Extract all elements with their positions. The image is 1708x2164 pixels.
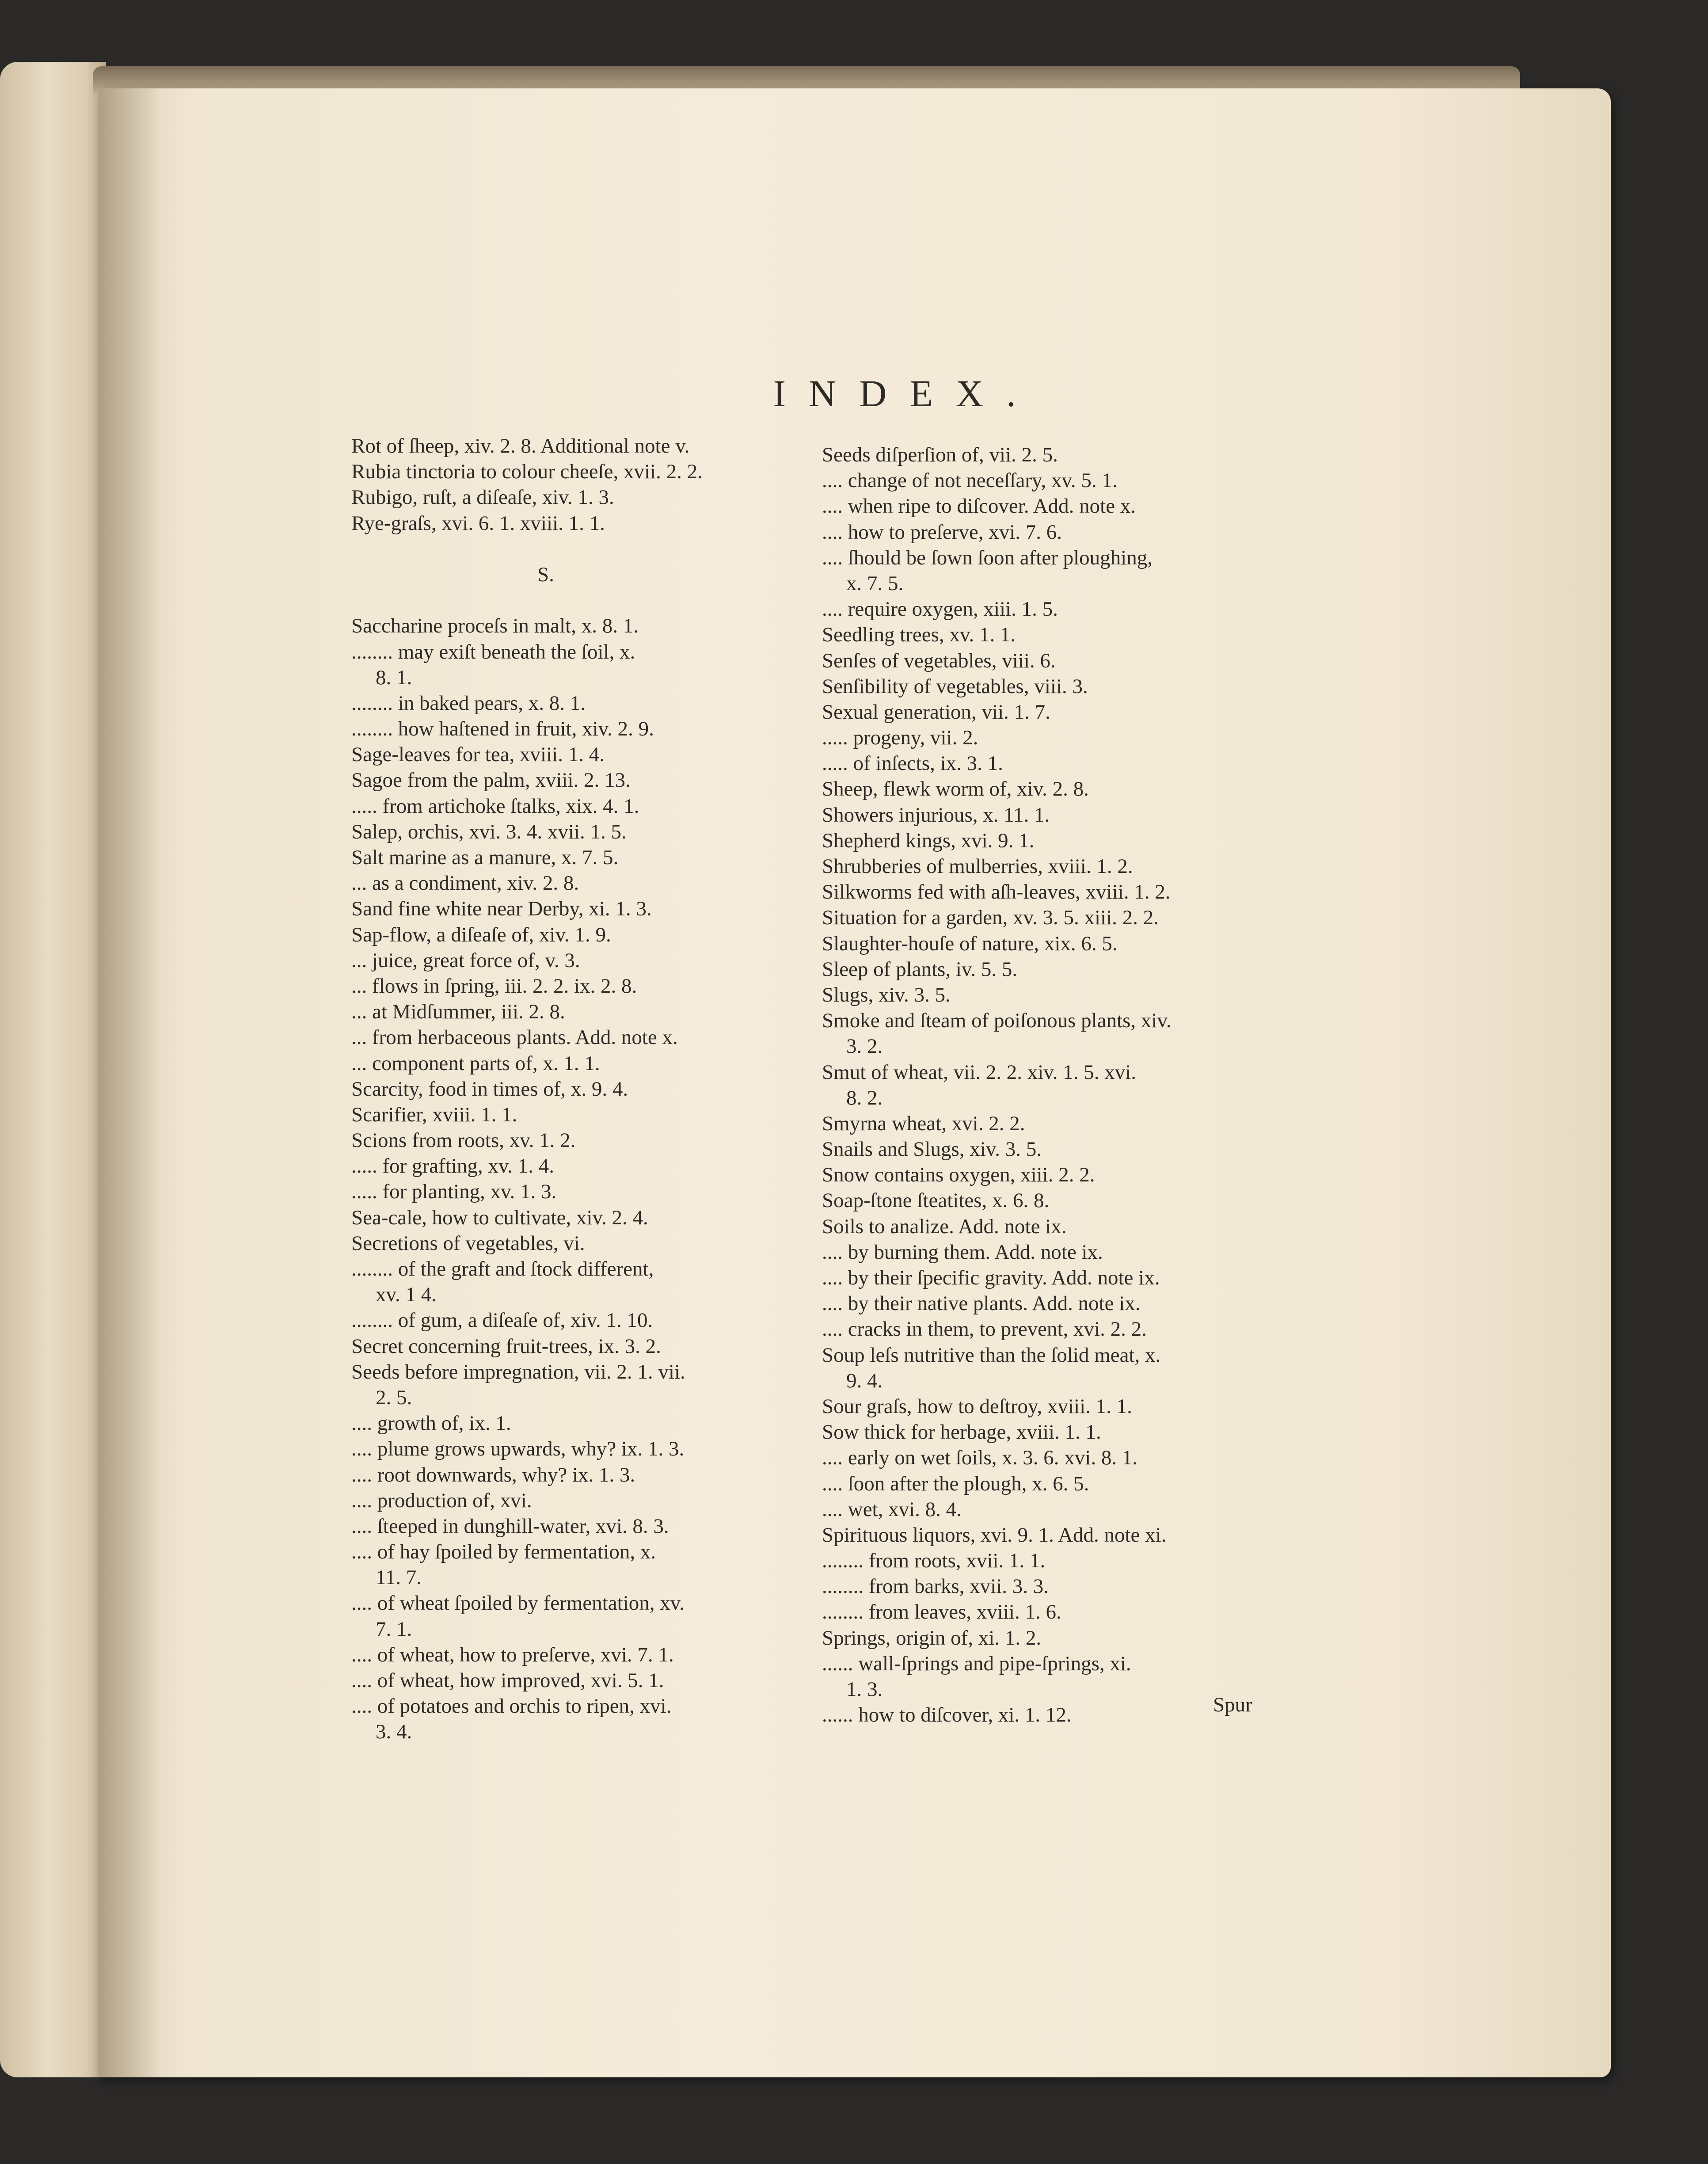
index-entry: .... of wheat, how improved, xvi. 5. 1. xyxy=(351,1669,664,1692)
index-entry: Silkworms fed with aſh-leaves, xviii. 1. 2. xyxy=(822,880,1171,904)
index-entry: .... growth of, ix. 1. xyxy=(351,1412,511,1435)
index-entry: Spirituous liquors, xvi. 9. 1. Add. note xi. xyxy=(822,1523,1167,1547)
index-entry: ........ from leaves, xviii. 1. 6. xyxy=(822,1600,1061,1624)
index-entry: Soup leſs nutritive than the ſolid meat, x. xyxy=(822,1343,1161,1367)
index-entry: Salt marine as a manure, x. 7. 5. xyxy=(351,846,619,869)
index-entry: Smut of wheat, vii. 2. 2. xiv. 1. 5. xvi. xyxy=(822,1060,1137,1084)
index-entry: Rot of ſheep, xiv. 2. 8. Additional note v. xyxy=(351,434,690,457)
index-entry: Shepherd kings, xvi. 9. 1. xyxy=(822,829,1035,852)
index-entry: Soils to analize. Add. note ix. xyxy=(822,1215,1067,1238)
index-entry: Senſibility of vegetables, viii. 3. xyxy=(822,674,1088,698)
index-entry: ..... of inſects, ix. 3. 1. xyxy=(822,752,1003,775)
blank-line xyxy=(351,587,793,613)
book-left-page-edge xyxy=(0,62,106,2077)
catchword: Spur xyxy=(1213,1693,1252,1716)
index-entry: .... how to preſerve, xvi. 7. 6. xyxy=(822,520,1062,544)
index-entry: .... change of not neceſſary, xv. 5. 1. xyxy=(822,469,1118,492)
index-entry: .... root downwards, why? ix. 1. 3. xyxy=(351,1463,635,1486)
section-heading: S. xyxy=(537,563,554,586)
index-entry: Sea-cale, how to cultivate, xiv. 2. 4. xyxy=(351,1206,648,1229)
index-entry: ... flows in ſpring, iii. 2. 2. ix. 2. 8. xyxy=(351,974,637,998)
gutter-shadow xyxy=(99,88,161,2077)
index-entry: .... by their ſpecific gravity. Add. note ix. xyxy=(822,1266,1160,1289)
index-entry: .... of potatoes and orchis to ripen, xvi. xyxy=(351,1695,672,1718)
index-entry: ........ may exiſt beneath the ſoil, x. xyxy=(351,640,635,663)
index-entry: Seeds before impregnation, vii. 2. 1. vii. xyxy=(351,1360,685,1383)
index-entry: .... of wheat, how to preſerve, xvi. 7. 1. xyxy=(351,1643,674,1666)
index-entry: .... early on wet ſoils, x. 3. 6. xvi. 8. 1. xyxy=(822,1446,1138,1470)
index-entry: Senſes of vegetables, viii. 6. xyxy=(822,649,1056,672)
index-entry: ........ from barks, xvii. 3. 3. xyxy=(822,1575,1049,1598)
page-title: INDEX. xyxy=(773,372,1039,415)
index-entry: .... plume grows upwards, why? ix. 1. 3. xyxy=(351,1437,685,1461)
index-entry: Springs, origin of, xi. 1. 2. xyxy=(822,1626,1042,1650)
index-entry: Scarcity, food in times of, x. 9. 4. xyxy=(351,1077,628,1101)
index-entry: Sow thick for herbage, xviii. 1. 1. xyxy=(822,1421,1101,1444)
index-entry-continuation: 8. 1. xyxy=(376,666,412,689)
index-entry: ..... progeny, vii. 2. xyxy=(822,726,978,750)
index-entry: Salep, orchis, xvi. 3. 4. xvii. 1. 5. xyxy=(351,820,627,843)
index-entry: ........ in baked pears, x. 8. 1. xyxy=(351,691,586,715)
index-entry: ........ how haſtened in fruit, xiv. 2. 9. xyxy=(351,717,654,741)
index-entry-continuation: 3. 4. xyxy=(376,1720,412,1744)
index-entry: .... when ripe to diſcover. Add. note x. xyxy=(822,495,1136,518)
index-entry: .... cracks in them, to prevent, xvi. 2. 2. xyxy=(822,1318,1147,1341)
index-entry: Sleep of plants, iv. 5. 5. xyxy=(822,957,1018,981)
index-entry: Smyrna wheat, xvi. 2. 2. xyxy=(822,1112,1025,1135)
index-entry: .... of hay ſpoiled by fermentation, x. xyxy=(351,1540,656,1564)
index-entry: Sagoe from the palm, xviii. 2. 13. xyxy=(351,769,631,792)
index-entry: ........ of the graft and ſtock different, xyxy=(351,1257,654,1280)
index-entry: .... ſteeped in dunghill-water, xvi. 8. 3. xyxy=(351,1514,669,1538)
index-entry: Sand fine white near Derby, xi. 1. 3. xyxy=(351,897,652,921)
index-entry: .... wet, xvi. 8. 4. xyxy=(822,1497,962,1521)
index-entry: .... of wheat ſpoiled by fermentation, xv. xyxy=(351,1592,685,1615)
index-entry: Secretions of vegetables, vi. xyxy=(351,1231,585,1255)
index-column-left xyxy=(351,433,793,1745)
index-entry: ...... how to diſcover, xi. 1. 12. xyxy=(822,1703,1072,1727)
index-entry: Rubigo, ruſt, a diſeaſe, xiv. 1. 3. xyxy=(351,486,614,509)
index-entry: Seeds diſperſion of, vii. 2. 5. xyxy=(822,443,1058,466)
index-entry: Showers injurious, x. 11. 1. xyxy=(822,803,1050,827)
index-entry-continuation: 1. 3. xyxy=(846,1678,883,1701)
index-entry-continuation: 11. 7. xyxy=(376,1566,422,1589)
index-entry: .... by burning them. Add. note ix. xyxy=(822,1240,1103,1264)
index-entry: Sage-leaves for tea, xviii. 1. 4. xyxy=(351,743,605,766)
index-entry: ... as a condiment, xiv. 2. 8. xyxy=(351,872,579,895)
index-entry: Sheep, flewk worm of, xiv. 2. 8. xyxy=(822,777,1089,801)
index-entry: Sexual generation, vii. 1. 7. xyxy=(822,700,1050,724)
index-entry: Snow contains oxygen, xiii. 2. 2. xyxy=(822,1163,1095,1187)
index-entry: Snails and Slugs, xiv. 3. 5. xyxy=(822,1138,1042,1161)
index-entry: Slugs, xiv. 3. 5. xyxy=(822,983,951,1006)
index-entry: Scions from roots, xv. 1. 2. xyxy=(351,1129,576,1152)
index-entry: .... ſhould be ſown ſoon after ploughing, xyxy=(822,546,1153,569)
index-entry: Smoke and ſteam of poiſonous plants, xiv. xyxy=(822,1009,1172,1032)
index-entry: Sap-flow, a diſeaſe of, xiv. 1. 9. xyxy=(351,923,611,946)
index-entry-continuation: 7. 1. xyxy=(376,1617,412,1641)
index-entry: Soap-ſtone ſteatites, x. 6. 8. xyxy=(822,1189,1050,1212)
index-entry: Shrubberies of mulberries, xviii. 1. 2. xyxy=(822,855,1133,878)
index-entry-continuation: 8. 2. xyxy=(846,1086,883,1109)
index-entry: Slaughter-houſe of nature, xix. 6. 5. xyxy=(822,932,1118,955)
index-entry: Scarifier, xviii. 1. 1. xyxy=(351,1103,517,1126)
index-entry: .... production of, xvi. xyxy=(351,1489,532,1512)
index-entry: .... by their native plants. Add. note ix. xyxy=(822,1292,1141,1315)
index-entry-continuation: xv. 1 4. xyxy=(376,1283,437,1307)
index-entry: ..... from artichoke ſtalks, xix. 4. 1. xyxy=(351,794,639,818)
index-entry: Rye-graſs, xvi. 6. 1. xviii. 1. 1. xyxy=(351,511,605,535)
index-column-right xyxy=(822,442,1282,1728)
index-entry: Saccharine proceſs in malt, x. 8. 1. xyxy=(351,614,639,638)
index-entry: Secret concerning fruit-trees, ix. 3. 2. xyxy=(351,1334,661,1358)
index-entry-continuation: 3. 2. xyxy=(846,1035,883,1058)
index-entry: .... require oxygen, xiii. 1. 5. xyxy=(822,598,1058,621)
index-entry: Sour graſs, how to deſtroy, xviii. 1. 1. xyxy=(822,1394,1132,1418)
index-entry-continuation: 9. 4. xyxy=(846,1369,883,1392)
index-entry: ... from herbaceous plants. Add. note x. xyxy=(351,1026,678,1049)
index-entry: ..... for planting, xv. 1. 3. xyxy=(351,1180,557,1204)
index-entry: ... component parts of, x. 1. 1. xyxy=(351,1052,600,1075)
index-entry: .... ſoon after the plough, x. 6. 5. xyxy=(822,1472,1089,1495)
index-entry: ........ from roots, xvii. 1. 1. xyxy=(822,1549,1046,1573)
index-entry-continuation: x. 7. 5. xyxy=(846,571,904,595)
index-entry: Seedling trees, xv. 1. 1. xyxy=(822,623,1016,647)
index-entry-continuation: 2. 5. xyxy=(376,1386,412,1409)
index-entry: ...... wall-ſprings and pipe-ſprings, xi. xyxy=(822,1652,1131,1675)
index-entry: ... juice, great force of, v. 3. xyxy=(351,949,580,972)
blank-line xyxy=(351,536,793,562)
index-entry: ........ of gum, a diſeaſe of, xiv. 1. 10. xyxy=(351,1309,653,1332)
index-entry: Situation for a garden, xv. 3. 5. xiii. 2. 2. xyxy=(822,906,1159,930)
index-entry: ..... for grafting, xv. 1. 4. xyxy=(351,1154,555,1178)
index-entry: Rubia tinctoria to colour cheeſe, xvii. 2. 2. xyxy=(351,460,703,484)
index-entry: ... at Midſummer, iii. 2. 8. xyxy=(351,1000,565,1024)
